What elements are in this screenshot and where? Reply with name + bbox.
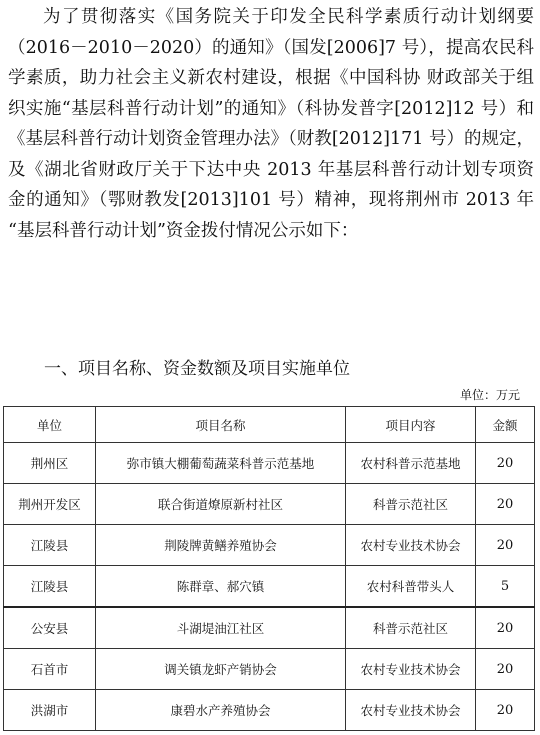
funding-table [3,406,535,731]
cell-unit: 荆州开发区 [4,484,96,525]
table-row [4,649,535,690]
cell-project-content: 科普示范社区 [346,607,476,649]
cell-project-content: 科普示范社区 [346,484,476,525]
cell-project-name: 荆陵牌黄鳝养殖协会 [96,525,346,566]
cell-project-name: 弥市镇大棚葡萄蔬菜科普示范基地 [96,443,346,484]
header-project-name: 项目名称 [96,407,346,443]
header-amount: 金额 [476,407,535,443]
table-row [4,690,535,731]
cell-project-name: 斗湖堤油江社区 [96,607,346,649]
cell-amount: 20 [476,525,535,566]
cell-unit: 公安县 [4,607,96,649]
cell-project-content: 农村专业技术协会 [346,649,476,690]
cell-unit: 荆州区 [4,443,96,484]
cell-project-name: 调关镇龙虾产销协会 [96,649,346,690]
cell-amount: 5 [476,566,535,608]
header-unit: 单位 [4,407,96,443]
table-row [4,525,535,566]
cell-project-name: 康碧水产养殖协会 [96,690,346,731]
cell-unit: 石首市 [4,649,96,690]
cell-project-content: 农村专业技术协会 [346,690,476,731]
intro-paragraph: 为了贯彻落实《国务院关于印发全民科学素质行动计划纲要（2016－2010－2020）的通知》（国发[2006]7 号），提高农民科学素质，助力社会主义新农村建设，根据《中国科协 财政部关于组织实施“基层科普行动计划”的通知》（科协发普字[2012]12 号）和《基层科普行动计划资金管理办法》（财教[2012]171 号）的规定，及《湖北省财政厅关于下达中央 2013 年基层科普行动计划专项资金的通知》（鄂财教发[2013]101 号）精神，现将荆州市 2013 年 “基层科普行动计划”资金拨付情况公示如下： [8,7,534,241]
table-row [4,607,535,649]
cell-amount: 20 [476,607,535,649]
header-project-content: 项目内容 [346,407,476,443]
cell-project-content: 农村专业技术协会 [346,525,476,566]
cell-project-name: 联合街道燎原新村社区 [96,484,346,525]
cell-unit: 江陵县 [4,525,96,566]
cell-amount: 20 [476,443,535,484]
cell-project-name: 陈群章、郝穴镇 [96,566,346,608]
table-row [4,484,535,525]
cell-unit: 洪湖市 [4,690,96,731]
cell-amount: 20 [476,649,535,690]
cell-project-content: 农村科普带头人 [346,566,476,608]
cell-project-content: 农村科普示范基地 [346,443,476,484]
table-row [4,443,535,484]
section-heading: 一、项目名称、资金数额及项目实施单位 [44,359,350,379]
cell-amount: 20 [476,484,535,525]
unit-note: 单位：万元 [459,388,520,402]
cell-unit: 江陵县 [4,566,96,608]
table-row [4,566,535,608]
cell-amount: 20 [476,690,535,731]
table-header-row [4,407,535,443]
